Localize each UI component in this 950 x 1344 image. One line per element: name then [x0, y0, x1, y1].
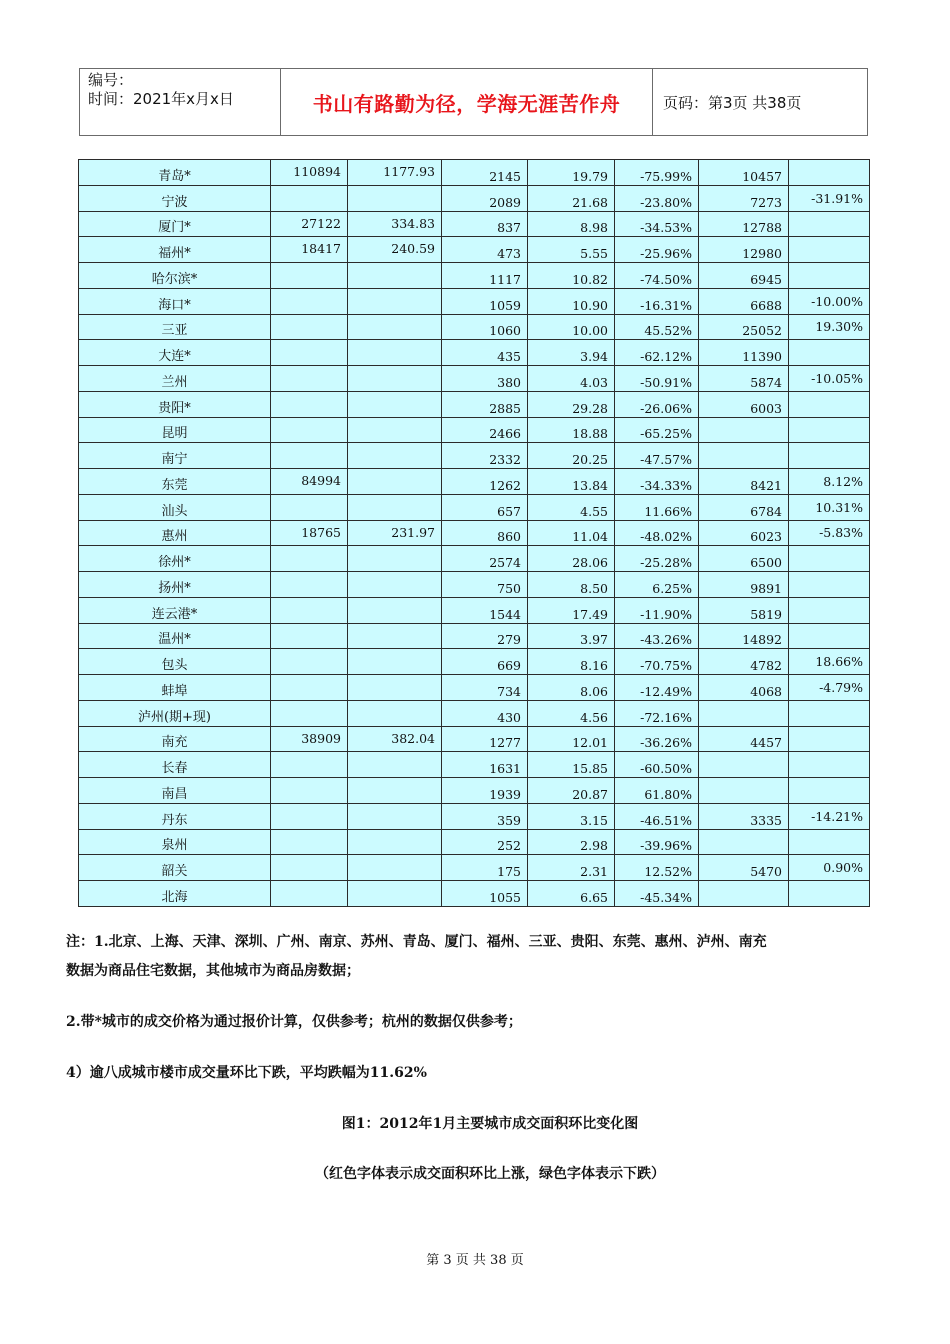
city-cell: 昆明 [79, 417, 271, 443]
value-cell: 11390 [699, 340, 789, 366]
value-cell: 18417 [271, 237, 348, 263]
serial-label: 编号： [88, 71, 134, 89]
value-cell [789, 546, 870, 572]
value-cell: 8.16 [528, 649, 615, 675]
time-label: 时间：2021年x月x日 [88, 90, 234, 108]
city-cell: 徐州* [79, 546, 271, 572]
table-row [79, 752, 870, 778]
note-line-1: 注：1.北京、上海、天津、深圳、广州、南京、苏州、青岛、厦门、福州、三亚、贵阳、东莞、惠州、泸州、南充 [66, 934, 767, 950]
value-cell: 12.52% [615, 855, 699, 881]
city-cell: 青岛* [79, 160, 271, 186]
value-cell: -62.12% [615, 340, 699, 366]
table-row [79, 623, 870, 649]
city-cell: 泉州 [79, 829, 271, 855]
value-cell [271, 649, 348, 675]
value-cell [271, 417, 348, 443]
value-cell: 6945 [699, 263, 789, 289]
value-cell: 734 [442, 675, 528, 701]
table-row [79, 391, 870, 417]
value-cell [348, 700, 442, 726]
value-cell: 2089 [442, 185, 528, 211]
city-cell: 连云港* [79, 597, 271, 623]
header-meta [80, 69, 281, 135]
value-cell: 12788 [699, 211, 789, 237]
value-cell: 3335 [699, 803, 789, 829]
value-cell: 45.52% [615, 314, 699, 340]
value-cell: -31.91% [789, 185, 870, 211]
city-cell: 哈尔滨* [79, 263, 271, 289]
value-cell: 240.59 [348, 237, 442, 263]
table-row [79, 494, 870, 520]
value-cell [699, 778, 789, 804]
value-cell [348, 546, 442, 572]
value-cell: 10.00 [528, 314, 615, 340]
value-cell [699, 829, 789, 855]
value-cell [271, 185, 348, 211]
value-cell [271, 366, 348, 392]
value-cell: -72.16% [615, 700, 699, 726]
value-cell: -46.51% [615, 803, 699, 829]
value-cell: 473 [442, 237, 528, 263]
value-cell [699, 417, 789, 443]
value-cell: 11.04 [528, 520, 615, 546]
value-cell: -43.26% [615, 623, 699, 649]
value-cell: -47.57% [615, 443, 699, 469]
page-footer: 第 3 页 共 38 页 [426, 1253, 524, 1268]
value-cell: 1060 [442, 314, 528, 340]
table-row [79, 803, 870, 829]
value-cell: 231.97 [348, 520, 442, 546]
value-cell: 12.01 [528, 726, 615, 752]
header-motto: 书山有路勤为径，学海无涯苦作舟 [281, 69, 653, 135]
value-cell: 19.30% [789, 314, 870, 340]
value-cell [348, 185, 442, 211]
table-row [79, 855, 870, 881]
value-cell: 8.50 [528, 572, 615, 598]
value-cell: 6784 [699, 494, 789, 520]
value-cell: 380 [442, 366, 528, 392]
value-cell [271, 829, 348, 855]
value-cell: 2.31 [528, 855, 615, 881]
value-cell: 669 [442, 649, 528, 675]
value-cell: -75.99% [615, 160, 699, 186]
value-cell: 252 [442, 829, 528, 855]
value-cell [789, 726, 870, 752]
city-cell: 扬州* [79, 572, 271, 598]
value-cell: -16.31% [615, 288, 699, 314]
value-cell: 9891 [699, 572, 789, 598]
value-cell [699, 752, 789, 778]
value-cell: 11.66% [615, 494, 699, 520]
city-cell: 贵阳* [79, 391, 271, 417]
table-row [79, 263, 870, 289]
value-cell: -12.49% [615, 675, 699, 701]
value-cell [348, 752, 442, 778]
value-cell: 1631 [442, 752, 528, 778]
table-row [79, 700, 870, 726]
value-cell: -23.80% [615, 185, 699, 211]
table-row [79, 546, 870, 572]
value-cell: 6500 [699, 546, 789, 572]
value-cell: 61.80% [615, 778, 699, 804]
value-cell: 38909 [271, 726, 348, 752]
value-cell: 5470 [699, 855, 789, 881]
value-cell [348, 494, 442, 520]
value-cell [271, 340, 348, 366]
value-cell: 110894 [271, 160, 348, 186]
value-cell [789, 237, 870, 263]
note-line-4: 4）逾八成城市楼市成交量环比下跌，平均跌幅为11.62% [66, 1065, 427, 1081]
value-cell: 3.15 [528, 803, 615, 829]
value-cell: -50.91% [615, 366, 699, 392]
value-cell: -10.00% [789, 288, 870, 314]
table-row [79, 726, 870, 752]
value-cell: -36.26% [615, 726, 699, 752]
table-body [79, 160, 870, 907]
city-cell: 福州* [79, 237, 271, 263]
value-cell: 15.85 [528, 752, 615, 778]
value-cell [348, 572, 442, 598]
value-cell [348, 881, 442, 907]
value-cell: -65.25% [615, 417, 699, 443]
city-cell: 韶关 [79, 855, 271, 881]
table-row [79, 881, 870, 907]
figure-subtitle: （红色字体表示成交面积环比上涨，绿色字体表示下跌） [315, 1166, 665, 1182]
value-cell: 5819 [699, 597, 789, 623]
value-cell [789, 417, 870, 443]
value-cell: -74.50% [615, 263, 699, 289]
value-cell: 382.04 [348, 726, 442, 752]
table-row [79, 778, 870, 804]
table-row [79, 417, 870, 443]
value-cell [348, 649, 442, 675]
value-cell [789, 778, 870, 804]
value-cell: 18.66% [789, 649, 870, 675]
value-cell: 29.28 [528, 391, 615, 417]
value-cell [348, 597, 442, 623]
table-row [79, 160, 870, 186]
value-cell [789, 597, 870, 623]
value-cell: 8.06 [528, 675, 615, 701]
value-cell [789, 443, 870, 469]
value-cell [271, 881, 348, 907]
value-cell [348, 675, 442, 701]
value-cell: 1262 [442, 469, 528, 495]
figure-title: 图1：2012年1月主要城市成交面积环比变化图 [341, 1116, 639, 1132]
value-cell: 6.25% [615, 572, 699, 598]
value-cell [699, 443, 789, 469]
value-cell: 430 [442, 700, 528, 726]
value-cell [789, 263, 870, 289]
table-row [79, 520, 870, 546]
table-row [79, 675, 870, 701]
city-cell: 泸州(期+现) [79, 700, 271, 726]
value-cell [271, 700, 348, 726]
table-row [79, 829, 870, 855]
city-cell: 丹东 [79, 803, 271, 829]
value-cell: 14892 [699, 623, 789, 649]
value-cell: 4.56 [528, 700, 615, 726]
value-cell [789, 572, 870, 598]
value-cell [271, 314, 348, 340]
value-cell [271, 803, 348, 829]
value-cell: 3.94 [528, 340, 615, 366]
value-cell [271, 623, 348, 649]
value-cell: -4.79% [789, 675, 870, 701]
value-cell [271, 597, 348, 623]
table-row [79, 443, 870, 469]
value-cell: 334.83 [348, 211, 442, 237]
value-cell: 6003 [699, 391, 789, 417]
value-cell: 8.98 [528, 211, 615, 237]
value-cell: -5.83% [789, 520, 870, 546]
city-cell: 北海 [79, 881, 271, 907]
value-cell: 19.79 [528, 160, 615, 186]
value-cell: 4.55 [528, 494, 615, 520]
value-cell: 20.25 [528, 443, 615, 469]
value-cell: 2145 [442, 160, 528, 186]
value-cell: 1277 [442, 726, 528, 752]
city-cell: 三亚 [79, 314, 271, 340]
value-cell: 6.65 [528, 881, 615, 907]
city-cell: 长春 [79, 752, 271, 778]
value-cell: 1177.93 [348, 160, 442, 186]
value-cell: -11.90% [615, 597, 699, 623]
table-row [79, 185, 870, 211]
value-cell: 860 [442, 520, 528, 546]
table-row [79, 469, 870, 495]
value-cell [271, 494, 348, 520]
value-cell: -34.33% [615, 469, 699, 495]
value-cell: 1059 [442, 288, 528, 314]
city-cell: 南宁 [79, 443, 271, 469]
value-cell: 8421 [699, 469, 789, 495]
value-cell: 10457 [699, 160, 789, 186]
table-row [79, 340, 870, 366]
value-cell: -34.53% [615, 211, 699, 237]
value-cell: -25.28% [615, 546, 699, 572]
value-cell: 6688 [699, 288, 789, 314]
value-cell [348, 340, 442, 366]
value-cell [348, 855, 442, 881]
value-cell: 4457 [699, 726, 789, 752]
value-cell: 750 [442, 572, 528, 598]
value-cell [348, 417, 442, 443]
value-cell: -14.21% [789, 803, 870, 829]
value-cell [699, 700, 789, 726]
city-cell: 兰州 [79, 366, 271, 392]
value-cell: 1117 [442, 263, 528, 289]
value-cell [271, 443, 348, 469]
value-cell [348, 391, 442, 417]
city-cell: 惠州 [79, 520, 271, 546]
value-cell: 837 [442, 211, 528, 237]
value-cell [348, 778, 442, 804]
value-cell: 5874 [699, 366, 789, 392]
value-cell: 12980 [699, 237, 789, 263]
value-cell: -45.34% [615, 881, 699, 907]
value-cell: 2466 [442, 417, 528, 443]
note-line-3: 2.带*城市的成交价格为通过报价计算，仅供参考；杭州的数据仅供参考； [66, 1014, 522, 1030]
table-row [79, 288, 870, 314]
value-cell [789, 752, 870, 778]
city-cell: 南充 [79, 726, 271, 752]
city-cell: 厦门* [79, 211, 271, 237]
value-cell [271, 391, 348, 417]
value-cell: 359 [442, 803, 528, 829]
value-cell [789, 160, 870, 186]
document-header [79, 68, 868, 136]
value-cell [348, 314, 442, 340]
value-cell [348, 443, 442, 469]
value-cell [271, 263, 348, 289]
note-line-2: 数据为商品住宅数据，其他城市为商品房数据； [66, 963, 360, 979]
value-cell: 28.06 [528, 546, 615, 572]
value-cell: 10.90 [528, 288, 615, 314]
value-cell: 25052 [699, 314, 789, 340]
value-cell: 13.84 [528, 469, 615, 495]
value-cell: -25.96% [615, 237, 699, 263]
value-cell: 18.88 [528, 417, 615, 443]
city-cell: 东莞 [79, 469, 271, 495]
value-cell: 4068 [699, 675, 789, 701]
value-cell: 279 [442, 623, 528, 649]
value-cell: 84994 [271, 469, 348, 495]
value-cell: 1544 [442, 597, 528, 623]
value-cell: -48.02% [615, 520, 699, 546]
value-cell: 435 [442, 340, 528, 366]
table-row [79, 211, 870, 237]
value-cell [348, 469, 442, 495]
value-cell [271, 572, 348, 598]
table-row [79, 649, 870, 675]
city-cell: 蚌埠 [79, 675, 271, 701]
value-cell [789, 391, 870, 417]
value-cell [348, 829, 442, 855]
value-cell: 21.68 [528, 185, 615, 211]
value-cell: 2.98 [528, 829, 615, 855]
value-cell: 0.90% [789, 855, 870, 881]
city-cell: 海口* [79, 288, 271, 314]
header-page-label: 页码：第3页 共38页 [663, 93, 802, 112]
value-cell: 1939 [442, 778, 528, 804]
value-cell [348, 288, 442, 314]
value-cell: 4782 [699, 649, 789, 675]
value-cell: 2885 [442, 391, 528, 417]
value-cell [348, 623, 442, 649]
city-data-table [78, 159, 870, 907]
value-cell [699, 881, 789, 907]
city-cell: 大连* [79, 340, 271, 366]
value-cell: -10.05% [789, 366, 870, 392]
value-cell: -60.50% [615, 752, 699, 778]
value-cell [348, 263, 442, 289]
value-cell [271, 546, 348, 572]
table-row [79, 572, 870, 598]
city-cell: 包头 [79, 649, 271, 675]
value-cell: -70.75% [615, 649, 699, 675]
value-cell: 175 [442, 855, 528, 881]
value-cell [348, 803, 442, 829]
value-cell: 10.82 [528, 263, 615, 289]
value-cell [789, 211, 870, 237]
value-cell: 3.97 [528, 623, 615, 649]
value-cell: 27122 [271, 211, 348, 237]
value-cell: 2332 [442, 443, 528, 469]
value-cell: 2574 [442, 546, 528, 572]
table-row [79, 597, 870, 623]
value-cell: -26.06% [615, 391, 699, 417]
value-cell [348, 366, 442, 392]
value-cell: 10.31% [789, 494, 870, 520]
city-cell: 南昌 [79, 778, 271, 804]
table-row [79, 237, 870, 263]
value-cell: -39.96% [615, 829, 699, 855]
value-cell [789, 881, 870, 907]
value-cell [789, 623, 870, 649]
city-cell: 宁波 [79, 185, 271, 211]
table-row [79, 314, 870, 340]
city-cell: 汕头 [79, 494, 271, 520]
table-row [79, 366, 870, 392]
value-cell: 7273 [699, 185, 789, 211]
value-cell [789, 340, 870, 366]
value-cell [271, 752, 348, 778]
value-cell [789, 700, 870, 726]
value-cell: 8.12% [789, 469, 870, 495]
value-cell [271, 288, 348, 314]
value-cell: 1055 [442, 881, 528, 907]
value-cell: 657 [442, 494, 528, 520]
value-cell: 18765 [271, 520, 348, 546]
value-cell [271, 855, 348, 881]
value-cell: 6023 [699, 520, 789, 546]
value-cell: 4.03 [528, 366, 615, 392]
value-cell: 5.55 [528, 237, 615, 263]
value-cell: 20.87 [528, 778, 615, 804]
value-cell [271, 778, 348, 804]
value-cell [789, 829, 870, 855]
value-cell [271, 675, 348, 701]
city-cell: 温州* [79, 623, 271, 649]
value-cell: 17.49 [528, 597, 615, 623]
